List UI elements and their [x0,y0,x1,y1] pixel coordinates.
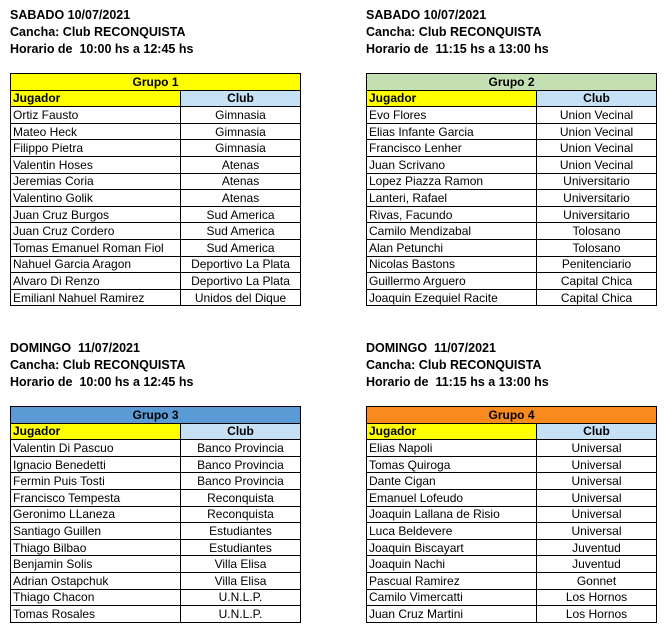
club-cell: Gonnet [537,572,657,589]
table-row [11,256,301,273]
group-4-horario: Horario de 11:15 hs a 13:00 hs [366,375,549,389]
player-name-cell: Adrian Ostapchuk [11,572,181,589]
table-row [367,156,657,173]
player-name-cell: Tomas Emanuel Roman Fiol [11,239,181,256]
column-header-row [11,90,301,107]
table-row [11,456,301,473]
group-3-table [10,406,301,623]
club-cell: Universal [537,523,657,540]
table-row [367,256,657,273]
group-4-table [366,406,657,623]
table-row [11,140,301,157]
table-row [367,556,657,573]
group-1-horario: Horario de 10:00 hs a 12:45 hs [10,42,194,56]
player-name-cell: Nahuel Garcia Aragon [11,256,181,273]
club-cell: Union Vecinal [537,107,657,124]
player-name-cell: Joaquin Nachi [367,556,537,573]
club-cell: Union Vecinal [537,156,657,173]
club-cell: Universitario [537,190,657,207]
player-name-cell: Elias Napoli [367,440,537,457]
table-row [367,289,657,306]
club-cell: Unidos del Dique [181,289,301,306]
club-cell: Villa Elisa [181,556,301,573]
table-row [11,173,301,190]
table-row [367,190,657,207]
group-2-table [366,73,657,306]
group-2-day: SABADO 10/07/2021 [366,8,487,22]
club-cell: Penitenciario [537,256,657,273]
table-row [11,440,301,457]
club-cell: Capital Chica [537,289,657,306]
jugador-column-header: Jugador [367,423,537,440]
player-name-cell: Alan Petunchi [367,239,537,256]
player-name-cell: Camilo Mendizabal [367,223,537,240]
club-cell: U.N.L.P. [181,589,301,606]
player-name-cell: Pascual Ramirez [367,572,537,589]
table-row [11,273,301,290]
club-cell: Tolosano [537,223,657,240]
club-cell: Estudiantes [181,523,301,540]
club-cell: Tolosano [537,239,657,256]
player-name-cell: Ignacio Benedetti [11,456,181,473]
table-row [367,440,657,457]
club-cell: Universal [537,473,657,490]
jugador-column-header: Jugador [11,90,181,107]
club-cell: Los Hornos [537,606,657,623]
player-name-cell: Thiago Bilbao [11,539,181,556]
player-name-cell: Rivas, Facundo [367,206,537,223]
table-row [11,572,301,589]
table-row [367,572,657,589]
group-title-row [11,74,301,91]
group-1-title: Grupo 1 [11,74,301,91]
player-name-cell: Camilo Vimercatti [367,589,537,606]
player-name-cell: Joaquin Ezequiel Racite [367,289,537,306]
group-1-cancha: Cancha: Club RECONQUISTA [10,25,186,39]
table-row [367,606,657,623]
player-name-cell: Tomas Quiroga [367,456,537,473]
player-name-cell: Nicolas Bastons [367,256,537,273]
jugador-column-header: Jugador [11,423,181,440]
group-3-title: Grupo 3 [11,407,301,424]
player-name-cell: Joaquin Lallana de Risio [367,506,537,523]
table-row [367,107,657,124]
club-cell: Universitario [537,173,657,190]
player-name-cell: Juan Scrivano [367,156,537,173]
club-column-header: Club [537,90,657,107]
group-1-table [10,73,301,306]
player-name-cell: Lopez Piazza Ramon [367,173,537,190]
column-header-row [367,423,657,440]
table-row [367,489,657,506]
table-row [11,473,301,490]
club-cell: Sud America [181,223,301,240]
player-name-cell: Valentin Di Pascuo [11,440,181,457]
group-4-day: DOMINGO 11/07/2021 [366,341,496,355]
column-header-row [11,423,301,440]
table-row [11,107,301,124]
player-name-cell: Fermin Puis Tosti [11,473,181,490]
group-4-header [366,340,656,391]
table-row [367,173,657,190]
group-3-cancha: Cancha: Club RECONQUISTA [10,358,186,372]
club-cell: Sud America [181,206,301,223]
player-name-cell: Geronimo LLaneza [11,506,181,523]
table-row [367,539,657,556]
table-row [367,123,657,140]
club-cell: Juventud [537,556,657,573]
jugador-column-header: Jugador [367,90,537,107]
player-name-cell: Valentin Hoses [11,156,181,173]
group-1-day: SABADO 10/07/2021 [10,8,131,22]
club-cell: Universal [537,506,657,523]
player-name-cell: Alvaro Di Renzo [11,273,181,290]
table-row [367,239,657,256]
group-title-row [11,407,301,424]
group-3-horario: Horario de 10:00 hs a 12:45 hs [10,375,194,389]
player-name-cell: Joaquin Biscayart [367,539,537,556]
group-4-title: Grupo 4 [367,407,657,424]
table-row [367,506,657,523]
club-cell: Universal [537,489,657,506]
player-name-cell: Emanuel Lofeudo [367,489,537,506]
player-name-cell: Juan Cruz Burgos [11,206,181,223]
table-row [11,523,301,540]
player-name-cell: Francisco Tempesta [11,489,181,506]
club-cell: Reconquista [181,506,301,523]
club-cell: Gimnasia [181,107,301,124]
club-cell: Estudiantes [181,539,301,556]
club-cell: Atenas [181,173,301,190]
player-name-cell: Juan Cruz Cordero [11,223,181,240]
player-name-cell: Benjamin Solis [11,556,181,573]
table-row [367,223,657,240]
player-name-cell: Luca Beldevere [367,523,537,540]
club-column-header: Club [537,423,657,440]
club-cell: Universitario [537,206,657,223]
club-cell: Juventud [537,539,657,556]
table-row [11,190,301,207]
table-row [11,123,301,140]
table-row [11,606,301,623]
player-name-cell: Evo Flores [367,107,537,124]
group-4-cancha: Cancha: Club RECONQUISTA [366,358,542,372]
club-cell: Reconquista [181,489,301,506]
table-row [11,289,301,306]
club-cell: Gimnasia [181,123,301,140]
player-name-cell: Filippo Pietra [11,140,181,157]
group-2-horario: Horario de 11:15 hs a 13:00 hs [366,42,549,56]
player-name-cell: Ortiz Fausto [11,107,181,124]
club-cell: Universal [537,456,657,473]
club-cell: Deportivo La Plata [181,256,301,273]
column-header-row [367,90,657,107]
club-cell: Villa Elisa [181,572,301,589]
player-name-cell: Jeremias Coria [11,173,181,190]
group-1-header [10,7,300,58]
club-cell: Union Vecinal [537,140,657,157]
group-2-title: Grupo 2 [367,74,657,91]
club-cell: Banco Provincia [181,440,301,457]
table-row [11,223,301,240]
player-name-cell: Mateo Heck [11,123,181,140]
player-name-cell: Valentino Golik [11,190,181,207]
player-name-cell: Lanteri, Rafael [367,190,537,207]
player-name-cell: Juan Cruz Martini [367,606,537,623]
table-row [11,506,301,523]
player-name-cell: Dante Cigan [367,473,537,490]
club-cell: Sud America [181,239,301,256]
table-row [367,473,657,490]
club-cell: U.N.L.P. [181,606,301,623]
club-cell: Deportivo La Plata [181,273,301,290]
player-name-cell: Guillermo Arguero [367,273,537,290]
player-name-cell: Santiago Guillen [11,523,181,540]
player-name-cell: Francisco Lenher [367,140,537,157]
table-row [11,206,301,223]
club-column-header: Club [181,423,301,440]
table-row [11,589,301,606]
player-name-cell: Emilianl Nahuel Ramirez [11,289,181,306]
club-cell: Union Vecinal [537,123,657,140]
table-row [11,539,301,556]
table-row [367,589,657,606]
club-cell: Banco Provincia [181,473,301,490]
table-row [367,273,657,290]
group-3-header [10,340,300,391]
club-cell: Banco Provincia [181,456,301,473]
player-name-cell: Elias Infante Garcia [367,123,537,140]
table-row [367,140,657,157]
group-title-row [367,407,657,424]
group-2-header [366,7,656,58]
club-cell: Atenas [181,156,301,173]
club-cell: Capital Chica [537,273,657,290]
club-cell: Universal [537,440,657,457]
club-column-header: Club [181,90,301,107]
table-row [367,456,657,473]
player-name-cell: Thiago Chacon [11,589,181,606]
table-row [367,206,657,223]
player-name-cell: Tomas Rosales [11,606,181,623]
club-cell: Atenas [181,190,301,207]
table-row [11,489,301,506]
group-3-day: DOMINGO 11/07/2021 [10,341,140,355]
group-2-cancha: Cancha: Club RECONQUISTA [366,25,542,39]
table-row [11,239,301,256]
table-row [11,556,301,573]
group-title-row [367,74,657,91]
table-row [11,156,301,173]
club-cell: Los Hornos [537,589,657,606]
club-cell: Gimnasia [181,140,301,157]
table-row [367,523,657,540]
